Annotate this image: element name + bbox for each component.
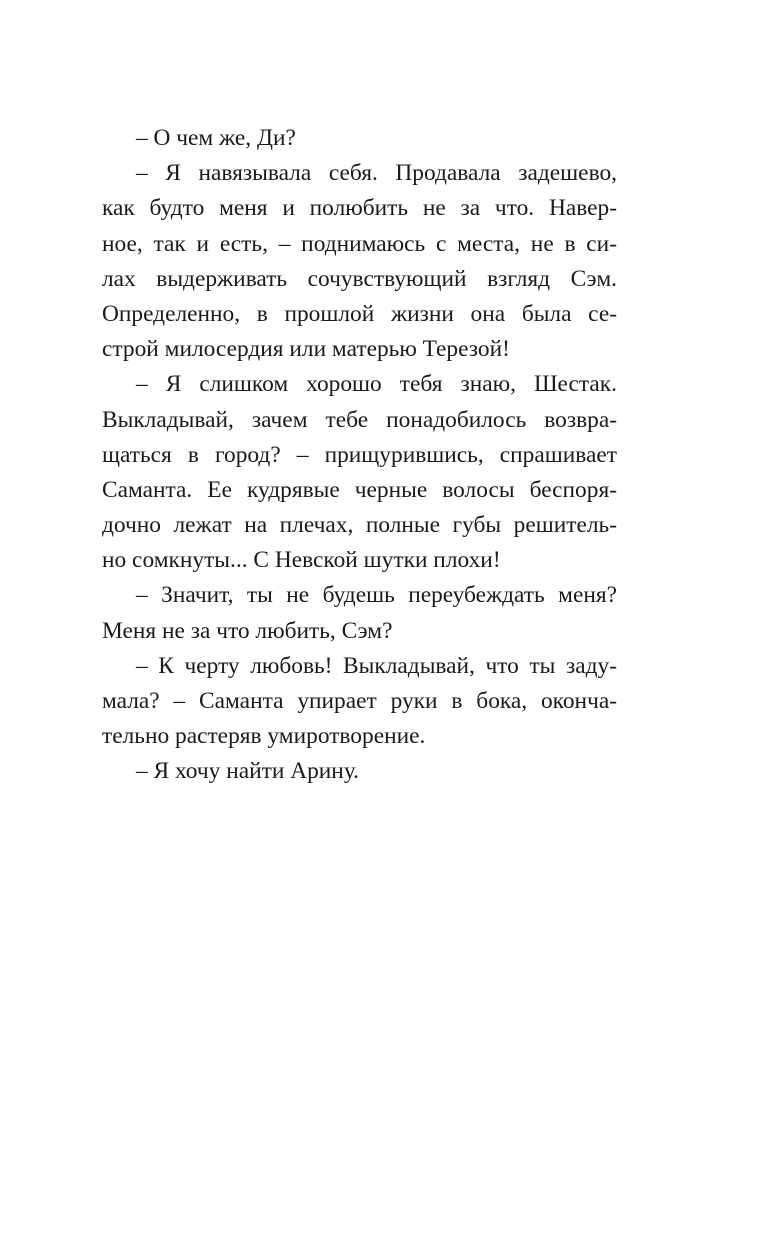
text-line: – О чем же, Ди? — [136, 125, 296, 151]
text-line: – Я хочу найти Арину. — [136, 758, 360, 785]
text-line: щаться в город? – прищурившись, спрашивает — [102, 441, 617, 468]
text-line: дочно лежат на плечах, полные губы решитель- — [102, 512, 617, 539]
text-line: Саманта. Ее кудрявые черные волосы беспоря- — [102, 476, 617, 503]
text-line: лах выдерживать сочувствующий взгляд Сэм. — [102, 265, 617, 292]
text-line: – Значит, ты не будешь переубеждать меня? — [136, 582, 617, 609]
text-line: Выкладывай, зачем тебе понадобилось возвра- — [102, 406, 617, 433]
text-line: Меня не за что любить, Сэм? — [102, 617, 393, 644]
text-line: Определенно, в прошлой жизни она была се- — [102, 300, 617, 327]
text-line: – К черту любовь! Выкладывай, что ты заду- — [136, 652, 617, 679]
text-line: мала? – Саманта упирает руки в бока, оконча- — [102, 688, 617, 714]
body-text — [102, 121, 617, 790]
text-line: – Я слишком хорошо тебя знаю, Шестак. — [136, 371, 617, 398]
text-line: ное, так и есть, – поднимаюсь с места, не в си- — [102, 230, 617, 257]
text-line: но сомкнуты... С Невской шутки плохи! — [102, 547, 501, 574]
text-line: как будто меня и полюбить не за что. Навер- — [102, 195, 617, 222]
text-line: – Я навязывала себя. Продавала задешево, — [136, 160, 617, 187]
text-line: строй милосердия или матерью Терезой! — [102, 336, 510, 363]
text-line: тельно растеряв умиротворение. — [102, 723, 426, 750]
